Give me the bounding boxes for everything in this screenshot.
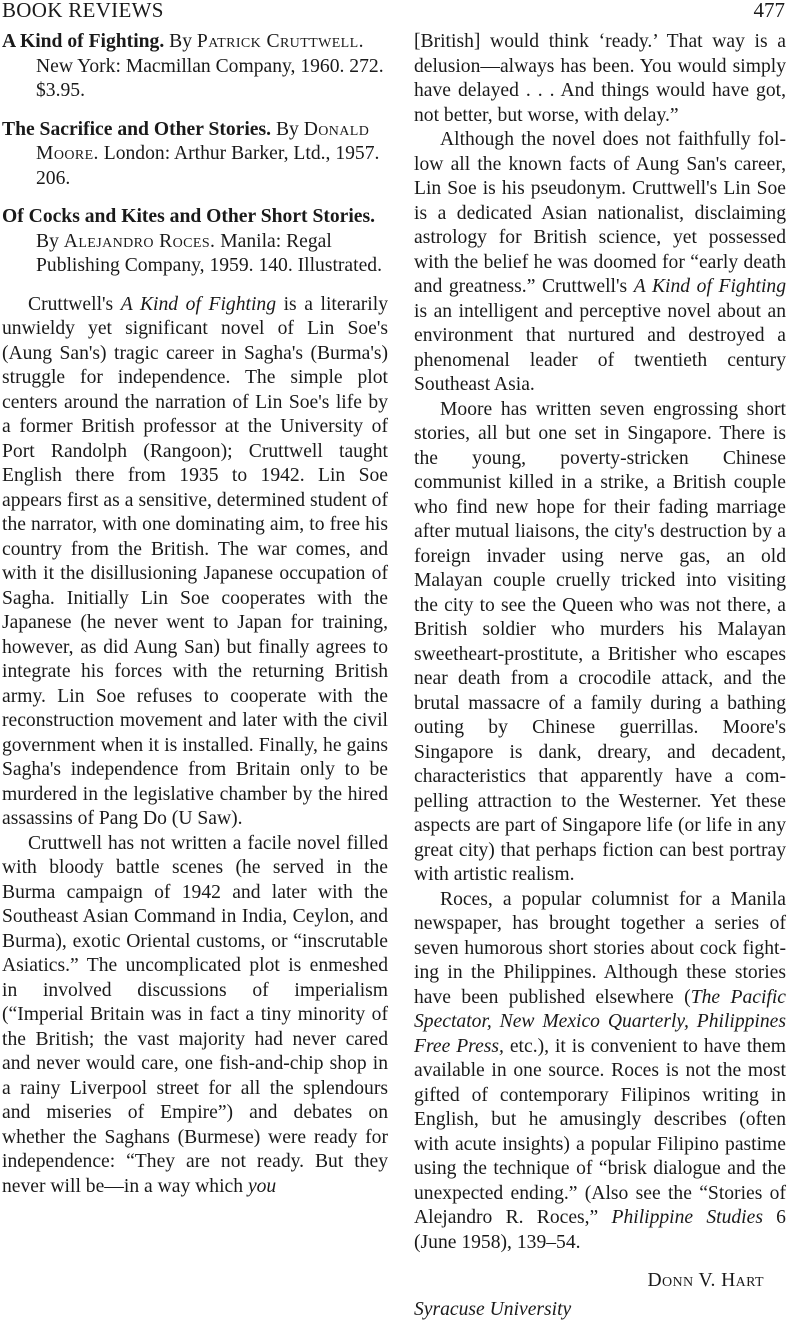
text-run: is a literarily unwieldy yet significant novel of Lin Soe's (Aung San's) tragic career in Sagha's (Burma's) struggle for independence. The simple plot centers around the narration of Lin Soe's life by a former British professor at the University of Port Randolph (Rangoon); Cruttwell taught English there from 1935 to 1942. Lin Soe appears first as a sensitive, determined student of the narrator, with one dominating aim, to free his country from the British. The war comes, and with it the disillusioning Japanese occupation of Sagha. Initially Lin Soe cooperates with the Japanese (he never went to Japan for training, however, as did Aung San) but finally agrees to integrate his forces with the returning British army. Lin Soe refuses to cooperate with the reconstruction movement and later with the civil government when it is installed. Finally, he gains Sagha's independence from Britain only to be murdered in the legislative chamber by the hired assassins of Pang Do (U Saw). <box>2 294 388 830</box>
text-run: 6 (June 1958), 139–54. <box>414 1207 786 1253</box>
citation-by: By <box>36 231 59 252</box>
citation-3 <box>2 205 388 279</box>
review-paragraph: Moore has written seven engrossing short stories, all but one set in Singapore. There is the young, poverty-stricken Chinese communist killed in a strike, a British couple who find new hope for their fading marriage after mutual liaisons, the city's destruction by a foreign invader using nerve gas, an old Malayan couple cruelly tricked into visiting the city to see the Queen who was not there, a British soldier who murders his Malayan sweetheart-prostitute, a Britisher who escapes near death from a crocodile attack, and the brutal massacre of a family during a bathing outing by Chinese guerrillas. Moore's Singapore is dank, dreary, and decadent, characteristics that apparently have a compelling attraction to the Westerner. Yet these aspects are part of Singapore life (or life in any great city) that perhaps fiction can best portray with artistic realism. <box>414 398 786 888</box>
citation-1 <box>2 30 388 104</box>
citation-title: The Sacrifice and Other Stories. <box>2 119 271 140</box>
citation-details: London: Arthur Barker, Ltd., 1957. 206. <box>36 143 379 189</box>
review-paragraph <box>414 128 786 398</box>
reviewer-affiliation: Syracuse University <box>414 1298 786 1322</box>
running-title: BOOK REVIEWS <box>2 0 164 23</box>
review-paragraph-continued: [British] would think ‘ready.’ That way is a delusion—always has been. You would simply have delayed . . . And things would have got, not better, but worse, with delay.” <box>414 30 786 128</box>
book-title-italic: A Kind of Fighting <box>634 276 786 297</box>
right-column <box>414 30 786 1322</box>
citation-by: By <box>276 119 299 140</box>
book-title-italic: A Kind of Fighting <box>121 294 276 315</box>
text-run: is an intelligent and perceptive novel about an environment that nurtured and destroyed a phenomenal leader of twentieth century Southeast Asia. <box>414 301 786 396</box>
text-run: Cruttwell has not written a facile novel filled with bloody battle scenes (he served in the Burma campaign of 1942 and later with the Southeast Asian Command in India, Ceylon, and Burma), exotic Oriental customs, or “inscrutable Asiatics.” The uncomplicated plot is enmeshed in involved discussions of imperialism (“Imperial Britain was in fact a tiny minority of the British; the vast majority had never cared and never would care, one fish-and-chip shop in a rainy Liverpool street for all the splendours and miseries of Empire”) and debates on whether the Saghans (Burmese) were ready for independence: “They are not ready. But they never will be—in a way which <box>2 833 388 1197</box>
citation-author: Alejandro Roces. <box>64 231 216 252</box>
text-run: Cruttwell's <box>28 294 121 315</box>
citation-author: Patrick Cruttwell. <box>197 31 364 52</box>
left-column <box>2 30 388 1199</box>
citation-title: Of Cocks and Kites and Other Short Stories. <box>2 206 375 227</box>
text-run: Roces, a popular columnist for a Manila newspaper, has brought together a series of seven humorous short stories about cock fighting in the Philippines. Although these stories have been published elsewhere ( <box>414 889 786 1008</box>
citation-2 <box>2 118 388 192</box>
citation-details: Manila: Regal Publishing Company, 1959. 140. Illustrated. <box>36 231 382 277</box>
emphasis-italic: you <box>248 1176 276 1197</box>
running-header <box>0 0 785 24</box>
reviewer-name: Donn V. Hart <box>414 1269 786 1294</box>
review-paragraph <box>414 888 786 1256</box>
review-paragraph <box>2 832 388 1200</box>
text-run: Although the novel does not faithfully follow all the known facts of Aung San's career, Lin Soe is his pseudonym. Cruttwell's Lin Soe is a dedicated Asian nationalist, disclaiming astrology for British science, yet possessed with the belief he was doomed for “early death and greatness.” Cruttwell's <box>414 129 786 297</box>
journal-titles-italic: The Pacific Spectator, New Mexico Quarterly, Philippines Free Press, <box>414 987 786 1057</box>
citation-details: New York: Macmillan Company, 1960. 272. $3.95. <box>36 56 384 102</box>
journal-title-italic: Philippine Studies <box>611 1207 762 1228</box>
page-number: 477 <box>754 0 786 23</box>
review-paragraph <box>2 293 388 832</box>
citation-by: By <box>169 31 192 52</box>
text-run: etc.), it is convenient to have them available in one source. Roces is not the most gifted of contemporary Filipinos writing in English, but he amusingly describes (often with acute insights) a popular Filipino pastime using the technique of “brisk dialogue and the unexpected ending.” (Also see the “Stories of Alejandro R. Roces,” <box>414 1036 786 1229</box>
citation-author: Donald Moore. <box>36 119 369 165</box>
citation-title: A Kind of Fighting. <box>2 31 164 52</box>
